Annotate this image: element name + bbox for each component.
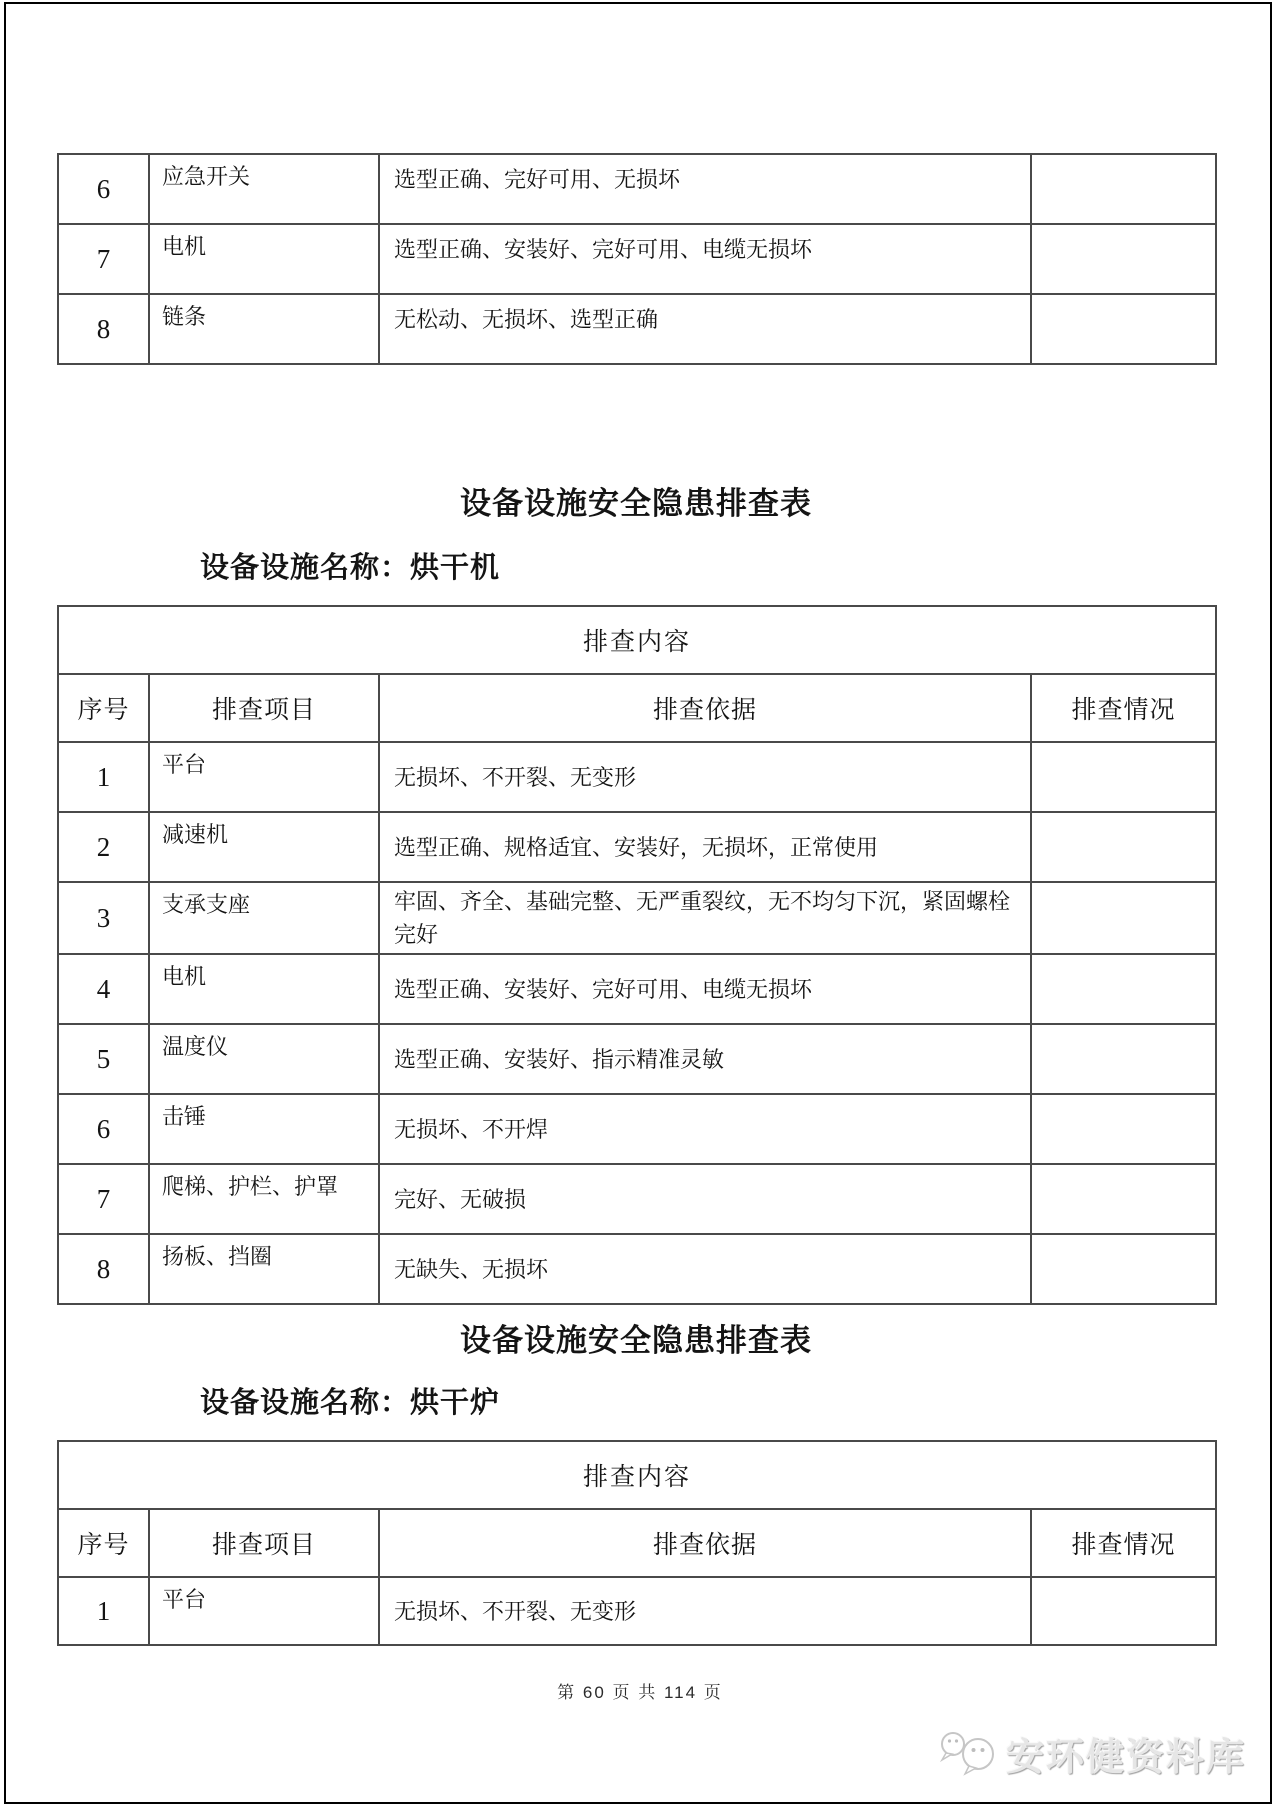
equipment-name-line bbox=[200, 545, 500, 586]
cell-serial: 5 bbox=[58, 1024, 149, 1094]
cell-item: 平台 bbox=[149, 742, 379, 812]
cell-basis: 选型正确、安装好、完好可用、电缆无损坏 bbox=[379, 954, 1031, 1024]
cell-item: 链条 bbox=[149, 294, 379, 364]
table-row bbox=[58, 812, 1216, 882]
table-header-content: 排查内容 bbox=[58, 606, 1216, 674]
cell-item: 温度仪 bbox=[149, 1024, 379, 1094]
cell-status bbox=[1031, 1024, 1216, 1094]
table-header-row bbox=[58, 606, 1216, 674]
table-row bbox=[58, 154, 1216, 224]
cell-status bbox=[1031, 154, 1216, 224]
table-column-header-row bbox=[58, 674, 1216, 742]
table-header-row bbox=[58, 1441, 1216, 1509]
cell-item: 平台 bbox=[149, 1577, 379, 1645]
cell-item: 应急开关 bbox=[149, 154, 379, 224]
cell-basis: 选型正确、规格适宜、安装好，无损坏，正常使用 bbox=[379, 812, 1031, 882]
cell-status bbox=[1031, 1577, 1216, 1645]
dryer-furnace-check-table bbox=[57, 1440, 1217, 1646]
cell-status bbox=[1031, 742, 1216, 812]
cell-basis: 完好、无破损 bbox=[379, 1164, 1031, 1234]
table-row bbox=[58, 1164, 1216, 1234]
cell-basis: 无缺失、无损坏 bbox=[379, 1234, 1031, 1304]
column-header-basis: 排查依据 bbox=[379, 1509, 1031, 1577]
equipment-name-label: 设备设施名称： bbox=[200, 552, 411, 584]
cell-item: 击锤 bbox=[149, 1094, 379, 1164]
cell-status bbox=[1031, 1164, 1216, 1234]
cell-basis: 牢固、齐全、基础完整、无严重裂纹，无不均匀下沉，紧固螺栓完好 bbox=[379, 882, 1031, 954]
cell-basis: 选型正确、完好可用、无损坏 bbox=[379, 154, 1031, 224]
cell-item: 减速机 bbox=[149, 812, 379, 882]
cell-item: 爬梯、护栏、护罩 bbox=[149, 1164, 379, 1234]
cell-item: 支承支座 bbox=[149, 882, 379, 954]
table-row bbox=[58, 224, 1216, 294]
cell-serial: 4 bbox=[58, 954, 149, 1024]
cell-basis: 选型正确、安装好、指示精准灵敏 bbox=[379, 1024, 1031, 1094]
cell-serial: 7 bbox=[58, 1164, 149, 1234]
table-row bbox=[58, 1577, 1216, 1645]
cell-serial: 8 bbox=[58, 1234, 149, 1304]
cell-serial: 7 bbox=[58, 224, 149, 294]
cell-basis: 选型正确、安装好、完好可用、电缆无损坏 bbox=[379, 224, 1031, 294]
table-column-header-row bbox=[58, 1509, 1216, 1577]
equipment-name-label: 设备设施名称： bbox=[200, 1387, 411, 1419]
cell-serial: 8 bbox=[58, 294, 149, 364]
continued-check-table bbox=[57, 153, 1217, 365]
cell-basis: 无损坏、不开裂、无变形 bbox=[379, 742, 1031, 812]
cell-item: 扬板、挡圈 bbox=[149, 1234, 379, 1304]
column-header-item: 排查项目 bbox=[149, 674, 379, 742]
page-number: 第 60 页 共 114 页 bbox=[557, 1683, 723, 1702]
cell-status bbox=[1031, 294, 1216, 364]
cell-serial: 1 bbox=[58, 742, 149, 812]
cell-serial: 6 bbox=[58, 1094, 149, 1164]
column-header-no: 序号 bbox=[58, 674, 149, 742]
cell-status bbox=[1031, 224, 1216, 294]
cell-status bbox=[1031, 1094, 1216, 1164]
table-row bbox=[58, 954, 1216, 1024]
cell-status bbox=[1031, 812, 1216, 882]
watermark-label: 安环健资料库 bbox=[1005, 1737, 1246, 1779]
column-header-basis: 排查依据 bbox=[379, 674, 1031, 742]
table-row bbox=[58, 742, 1216, 812]
cell-basis: 无松动、无损坏、选型正确 bbox=[379, 294, 1031, 364]
cell-status bbox=[1031, 1234, 1216, 1304]
column-header-status: 排查情况 bbox=[1031, 1509, 1216, 1577]
column-header-item: 排查项目 bbox=[149, 1509, 379, 1577]
cell-serial: 2 bbox=[58, 812, 149, 882]
table-row bbox=[58, 294, 1216, 364]
cell-basis: 无损坏、不开焊 bbox=[379, 1094, 1031, 1164]
cell-basis: 无损坏、不开裂、无变形 bbox=[379, 1577, 1031, 1645]
dryer-machine-check-table bbox=[57, 605, 1217, 1305]
cell-serial: 3 bbox=[58, 882, 149, 954]
chat-bubbles-icon bbox=[936, 1729, 1002, 1779]
cell-status bbox=[1031, 954, 1216, 1024]
section-title: 设备设施安全隐患排查表 bbox=[460, 486, 812, 521]
section-title: 设备设施安全隐患排查表 bbox=[460, 1323, 812, 1358]
equipment-name-value: 烘干机 bbox=[410, 552, 501, 584]
column-header-no: 序号 bbox=[58, 1509, 149, 1577]
cell-serial: 1 bbox=[58, 1577, 149, 1645]
table-row bbox=[58, 1024, 1216, 1094]
cell-serial: 6 bbox=[58, 154, 149, 224]
table-row bbox=[58, 1094, 1216, 1164]
cell-item: 电机 bbox=[149, 224, 379, 294]
equipment-name-value: 烘干炉 bbox=[410, 1387, 501, 1419]
column-header-status: 排查情况 bbox=[1031, 674, 1216, 742]
cell-item: 电机 bbox=[149, 954, 379, 1024]
table-header-content: 排查内容 bbox=[58, 1441, 1216, 1509]
watermark bbox=[936, 1726, 1246, 1781]
table-row bbox=[58, 882, 1216, 954]
table-row bbox=[58, 1234, 1216, 1304]
cell-status bbox=[1031, 882, 1216, 954]
equipment-name-line bbox=[200, 1380, 500, 1421]
